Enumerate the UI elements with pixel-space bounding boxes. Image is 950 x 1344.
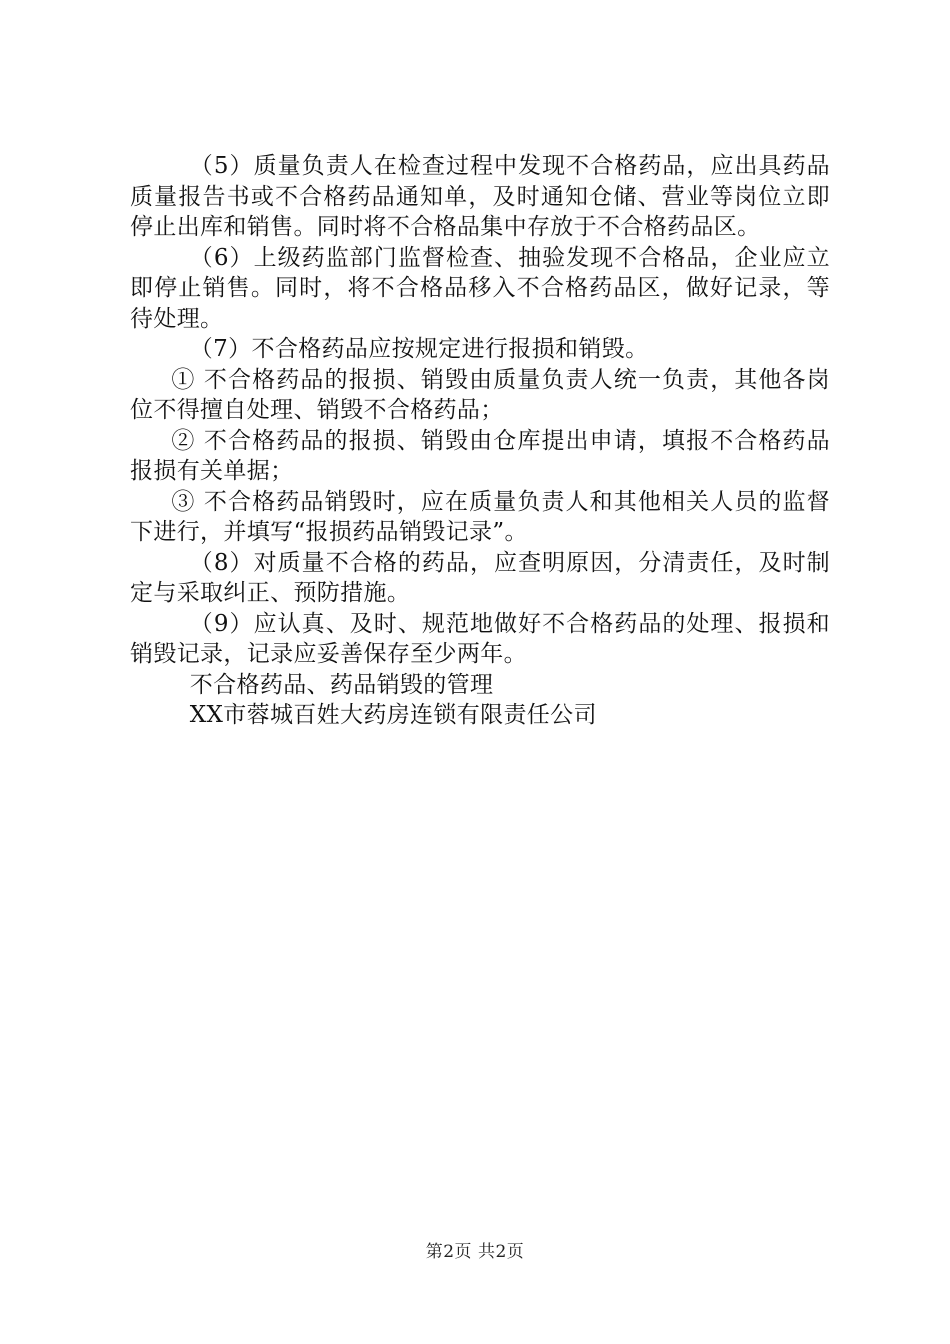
company-name-line: XX市蓉城百姓大药房连锁有限责任公司 xyxy=(189,702,597,728)
document-subject-line: 不合格药品、药品销毁的管理 xyxy=(189,671,494,698)
paragraph-subitem-1: ① 不合格药品的报损、销毁由质量负责人统一负责，其他各岗位不得擅自处理、销毁不合格药品； xyxy=(130,366,830,423)
paragraph-item-6: （6）上级药监部门监督检查、抽验发现不合格品，企业应立即停止销售。同时，将不合格品移入不合格药品区，做好记录，等待处理。 xyxy=(130,244,830,332)
paragraph-subitem-2: ② 不合格药品的报损、销毁由仓库提出申请，填报不合格药品报损有关单据； xyxy=(130,427,830,484)
paragraph-item-5: （5）质量负责人在检查过程中发现不合格药品，应出具药品质量报告书或不合格药品通知单，及时通知仓储、营业等岗位立即停止出库和销售。同时将不合格品集中存放于不合格药品区。 xyxy=(130,153,830,240)
document-body xyxy=(130,151,830,731)
page-number-footer: 第2页 共2页 xyxy=(425,1242,525,1262)
paragraph-subitem-3: ③ 不合格药品销毁时，应在质量负责人和其他相关人员的监督下进行，并填写“报损药品销毁记录”。 xyxy=(130,488,830,545)
paragraph-item-9: （9）应认真、及时、规范地做好不合格药品的处理、报损和销毁记录，记录应妥善保存至少两年。 xyxy=(130,610,830,667)
paragraph-item-7: （7）不合格药品应按规定进行报损和销毁。 xyxy=(189,336,649,362)
paragraph-item-8: （8）对质量不合格的药品，应查明原因，分清责任，及时制定与采取纠正、预防措施。 xyxy=(130,549,830,606)
